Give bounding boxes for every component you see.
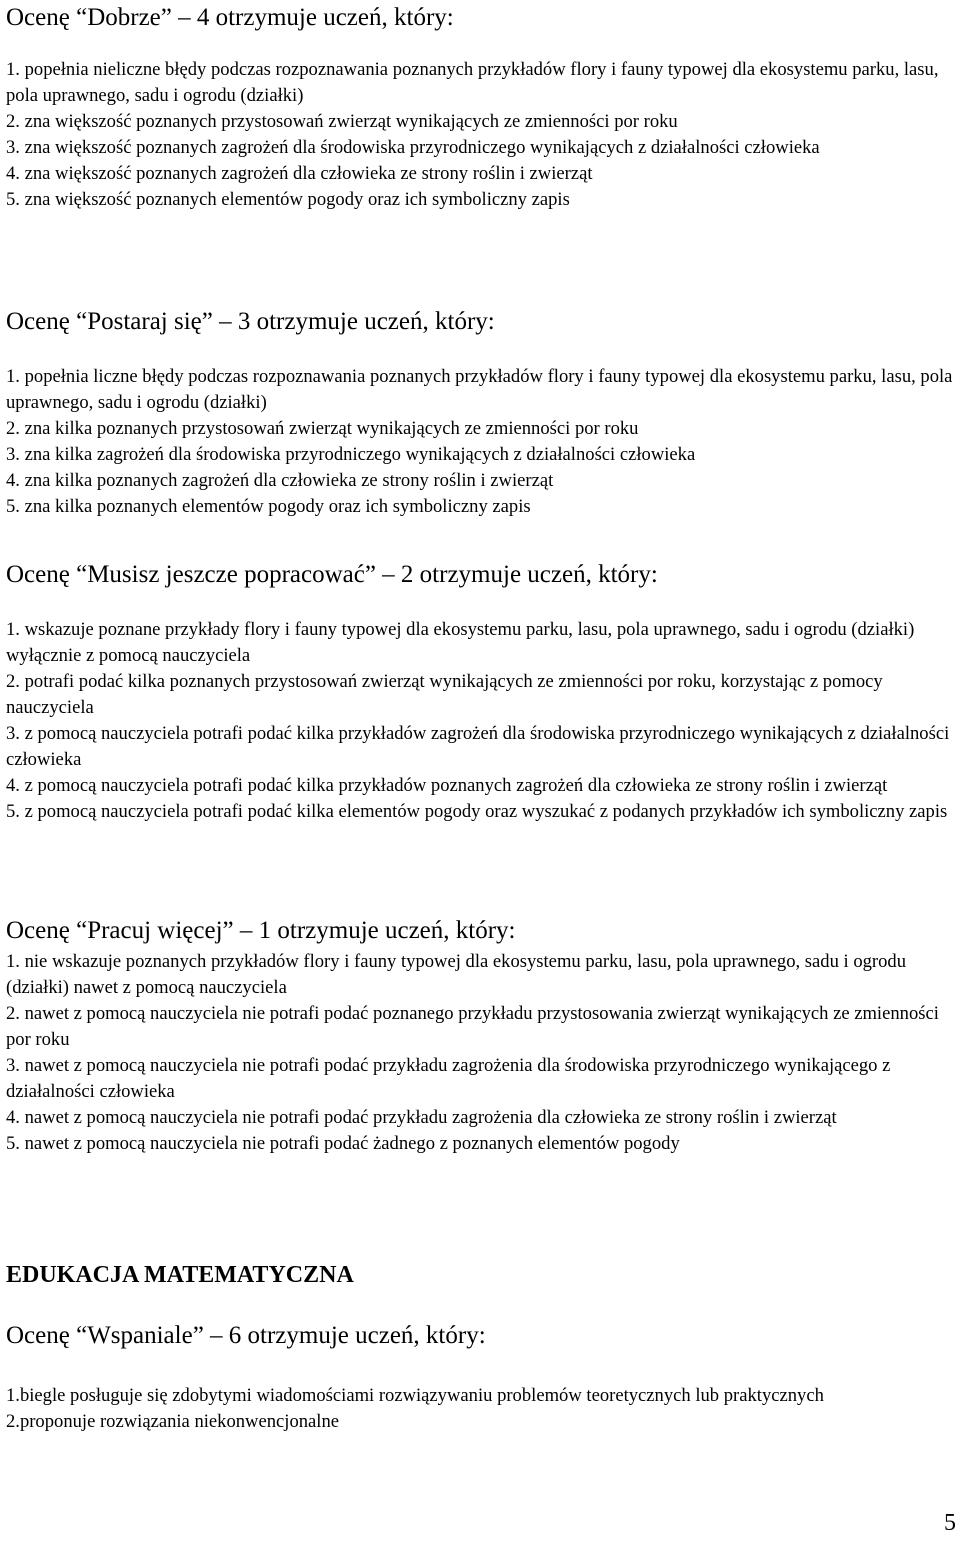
criterion-item: 5. nawet z pomocą nauczyciela nie potrafi podać żadnego z poznanych elementów pogody: [6, 1133, 680, 1154]
grade-4-criteria-list: [6, 57, 956, 213]
criterion-item: 5. z pomocą nauczyciela potrafi podać kilka elementów pogody oraz wyszukać z podanych przykładów ich symboliczny zapis: [6, 801, 948, 822]
grade-1-heading: Ocenę “Pracuj więcej” – 1 otrzymuje uczeń, który:: [6, 917, 516, 944]
criterion-item: 4. z pomocą nauczyciela potrafi podać kilka przykładów poznanych zagrożeń dla człowieka ze strony roślin i zwierząt: [6, 775, 888, 796]
page-number: 5: [944, 1510, 956, 1536]
criterion-item: 4. nawet z pomocą nauczyciela nie potrafi podać przykładu zagrożenia dla człowieka ze strony roślin i zwierząt: [6, 1107, 837, 1128]
criterion-item: 3. zna kilka zagrożeń dla środowiska przyrodniczego wynikających z działalności człowieka: [6, 444, 696, 465]
criterion-item: 3. nawet z pomocą nauczyciela nie potrafi podać przykładu zagrożenia dla środowiska przyrodniczego wynikającego z działalności człowieka: [6, 1055, 891, 1102]
grade-6-heading: Ocenę “Wspaniale” – 6 otrzymuje uczeń, który:: [6, 1322, 486, 1349]
criterion-item: 2.proponuje rozwiązania niekonwencjonalne: [6, 1411, 340, 1432]
criterion-item: 4. zna większość poznanych zagrożeń dla człowieka ze strony roślin i zwierząt: [6, 163, 593, 184]
criterion-item: 4. zna kilka poznanych zagrożeń dla człowieka ze strony roślin i zwierząt: [6, 470, 554, 491]
criterion-item: 3. zna większość poznanych zagrożeń dla środowiska przyrodniczego wynikających z działalności człowieka: [6, 137, 820, 158]
criterion-item: 1. popełnia nieliczne błędy podczas rozpoznawania poznanych przykładów flory i fauny typowej dla ekosystemu parku, lasu, pola uprawnego, sadu i ogrodu (działki): [6, 59, 939, 106]
criterion-item: 3. z pomocą nauczyciela potrafi podać kilka przykładów zagrożeń dla środowiska przyrodniczego wynikających z działalności człowieka: [6, 723, 950, 770]
grade-2-heading: Ocenę “Musisz jeszcze popracować” – 2 otrzymuje uczeń, który:: [6, 561, 658, 588]
criterion-item: 1.biegle posługuje się zdobytymi wiadomościami rozwiązywaniu problemów teoretycznych lub praktycznych: [6, 1385, 824, 1406]
grade-1-criteria-list: [6, 949, 956, 1157]
criterion-item: 2. zna większość poznanych przystosowań zwierząt wynikających ze zmienności por roku: [6, 111, 678, 132]
grade-4-heading: Ocenę “Dobrze” – 4 otrzymuje uczeń, który:: [6, 4, 454, 31]
criterion-item: 2. potrafi podać kilka poznanych przystosowań zwierząt wynikających ze zmienności por roku, korzystając z pomocy nauczyciela: [6, 671, 883, 718]
grade-3-criteria-list: [6, 364, 956, 520]
grade-3-heading: Ocenę “Postaraj się” – 3 otrzymuje uczeń, który:: [6, 308, 495, 335]
criterion-item: 1. popełnia liczne błędy podczas rozpoznawania poznanych przykładów flory i fauny typowej dla ekosystemu parku, lasu, pola uprawnego, sadu i ogrodu (działki): [6, 366, 953, 413]
grade-6-criteria-list: [6, 1383, 824, 1435]
criterion-item: 5. zna większość poznanych elementów pogody oraz ich symboliczny zapis: [6, 189, 570, 210]
criterion-item: 2. zna kilka poznanych przystosowań zwierząt wynikających ze zmienności por roku: [6, 418, 639, 439]
criterion-item: 5. zna kilka poznanych elementów pogody oraz ich symboliczny zapis: [6, 496, 531, 517]
math-section-title: EDUKACJA MATEMATYCZNA: [6, 1262, 354, 1288]
criterion-item: 1. nie wskazuje poznanych przykładów flory i fauny typowej dla ekosystemu parku, lasu, pola uprawnego, sadu i ogrodu (działki) nawet z pomocą nauczyciela: [6, 951, 907, 998]
criterion-item: 2. nawet z pomocą nauczyciela nie potrafi podać poznanego przykładu przystosowania zwierząt wynikających ze zmienności por roku: [6, 1003, 939, 1050]
criterion-item: 1. wskazuje poznane przykłady flory i fauny typowej dla ekosystemu parku, lasu, pola uprawnego, sadu i ogrodu (działki) wyłącznie z pomocą nauczyciela: [6, 619, 915, 666]
grade-2-criteria-list: [6, 617, 956, 825]
